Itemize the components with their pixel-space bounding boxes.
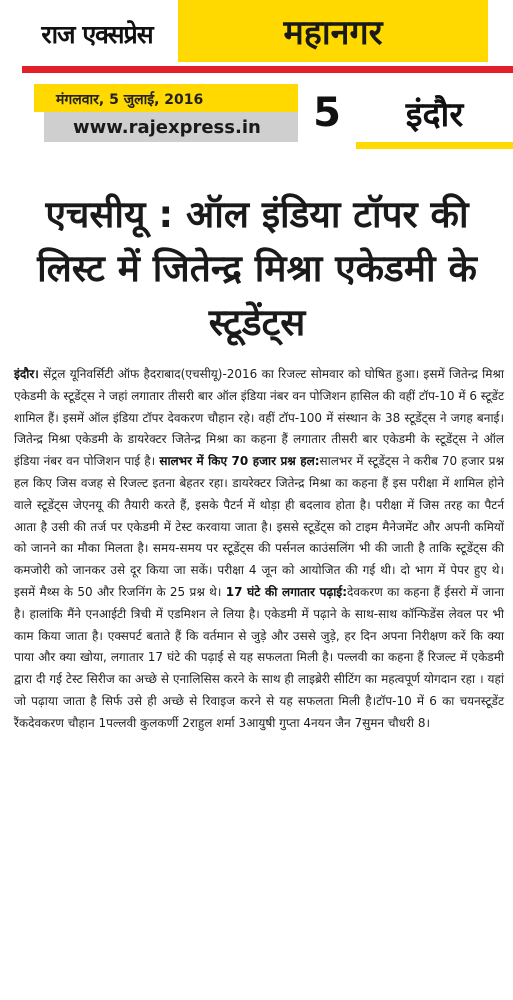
yellow-divider xyxy=(356,142,513,149)
section-banner xyxy=(178,0,488,62)
city-box xyxy=(356,84,513,142)
paragraph-3: देवकरण का कहना हैं ईसरो में जाना है। हालांकि मैंने एनआईटी त्रिची में एडमिशन ले लिया है। एकेडमी में पढ़ाने के साथ-साथ कॉन्फिडेंस लेवल पर भी काम किया जाता है। एक्सपर्ट बताते हैं कि वर्तमान से जुड़े और उससे जुड़े, हर दिन अपना निरीक्षण करें कि क्या पाया और क्या खोया, लगातार 17 घंटे की पढ़ाई से यह सफलता मिली है। पल्लवी का कहना हैं रिजल्ट में एकेडमी द्वारा दी गई टेस्ट सिरीज का अच्छे से एनालिसिस करने के साथ ही लाइब्रेरी सीटिंग का महत्वपूर्ण योगदान रहा । यहां जो पढ़ाया जाता है सिर्फ उसे ही अच्छे से रिवाइज करने से यह सफलता मिली है।टॉप-10 में 6 का चयनस्टूडेंट रैंकदेवकरण चौहान 1पल्लवी कुलकर्णी 2राहुल शर्मा 3आयुषी गुप्ता 4नयन जैन 7सुमन चौधरी 8। xyxy=(14,584,504,730)
paragraph-2: सालभर में स्टूडेंट्स ने करीब 70 हजार प्रश्न हल किए जिस वजह से रिजल्ट इतना बेहतर रहा। डायरेक्टर जितेन्द्र मिश्रा का कहना हैं इस परीक्षा में शामिल होने वाले स्टूडेंट्स जेएनयू की तैयारी करते हैं, इसके पैटर्न में थोड़ा ही बदलाव होता है। परीक्षा में जिस तरह का पैटर्न आता है उसी की तर्ज पर एकेडमी में टेस्ट करवाया जाता है। इससे स्टूडेंट्स को टाइम मैनेजमेंट और अपनी कमियों को जानने का मौका मिलता है। समय-समय पर स्टूडेंट्स की पर्सनल काउंसलिंग भी की जाती है ताकि स्टूडेंट्स की कमजोरी को जानकर उसे दूर किया जा सकें। परीक्षा 4 जून को आयोजित की गई थी। दो भाग में पेपर हुए थे। इसमें मैथ्स के 50 और रिजनिंग के 25 प्रश्न थे। xyxy=(14,454,504,599)
subheading-70-thousand: सालभर में किए 70 हजार प्रश्न हल: xyxy=(159,454,320,469)
dateline: इंदौर। xyxy=(14,367,39,381)
issue-date: मंगलवार, 5 जुलाई, 2016 xyxy=(56,92,204,108)
website-url: www.rajexpress.in xyxy=(73,117,261,138)
paragraph-1: सेंट्रल यूनिवर्सिटी ऑफ हैदराबाद(एचसीयू)-2016 का रिजल्ट सोमवार को घोषित हुआ। इसमें जितेन्द्र मिश्रा एकेडमी के स्टूडेंट्स ने जहां लगातार तीसरी बार ऑल इंडिया नंबर वन पोजिशन हासिल की वहीं टॉप-10 में 6 स्टूडेंट शामिल हैं। इसमें ऑल इंडिया टॉपर देवकरण चौहान रहे। वहीं टॉप-100 में संस्थान के 38 स्टूडेंट्स ने जगह बनाई। जितेन्द्र मिश्रा एकेडमी के डायरेक्टर जितेन्द्र मिश्रा का कहना हैं लगातार तीसरी बार एकेडमी के स्टूडेंट्स ने ऑल इंडिया नंबर वन पोजिशन पाई है। xyxy=(14,367,504,469)
page-number-box xyxy=(298,84,356,142)
newspaper-logo xyxy=(22,10,172,58)
city-name: इंदौर xyxy=(405,95,464,135)
article-headline: एचसीयू : ऑल इंडिया टॉपर की लिस्ट में जितेन्द्र मिश्रा एकेडमी के स्टूडेंट्स xyxy=(37,193,477,344)
red-divider xyxy=(22,66,513,73)
page-number: 5 xyxy=(313,90,341,136)
brand-name: राज एक्सप्रेस xyxy=(41,20,153,49)
section-title: महानगर xyxy=(283,13,383,53)
subheading-17-hours: 17 घंटे की लगातार पढ़ाई: xyxy=(225,584,347,599)
article-text xyxy=(14,364,504,735)
article-body xyxy=(14,364,504,735)
